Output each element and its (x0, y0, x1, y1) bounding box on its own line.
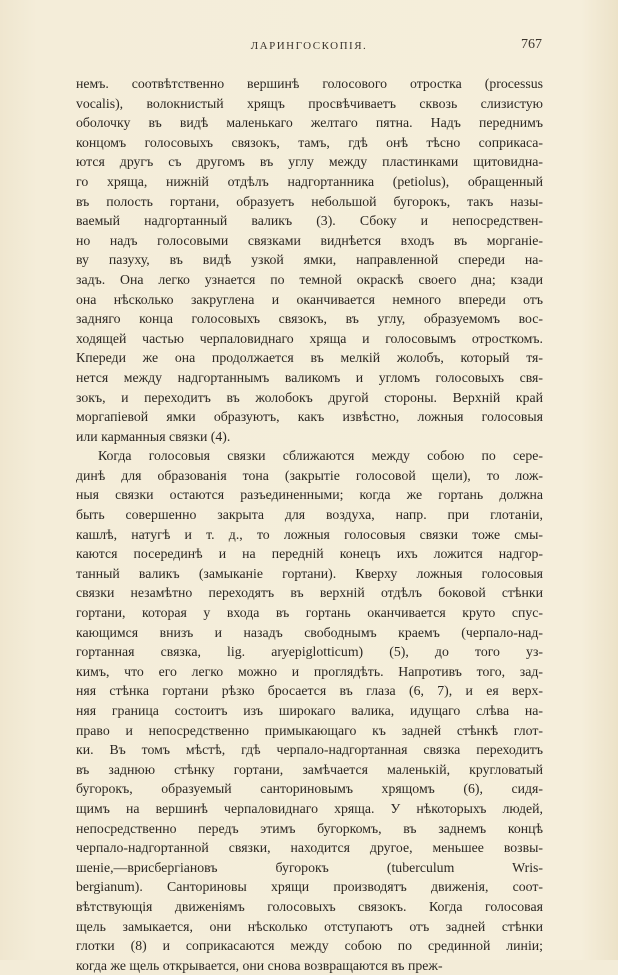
text-line: кимъ, что его легко можно и проглядѣть. Напротивъ того, зад- (76, 663, 543, 679)
text-line: нется между надгортаннымъ валикомъ и угломъ голосовыхъ свя- (76, 369, 543, 385)
text-line: Кпереди же она продолжается въ мелкій жолобъ, который тя- (76, 350, 543, 366)
page-number: 767 (521, 37, 542, 52)
text-line: ныя связки остаются разъединенными; когда же гортань должна (76, 487, 543, 503)
text-line: танный валикъ (замыканіе гортани). Кверху ложныя голосовыя (76, 565, 543, 581)
text-line: связки незамѣтно переходятъ въ верхній отдѣлъ боковой стѣнки (76, 585, 543, 601)
text-line: задняго конца голосовыхъ связокъ, въ углу, образуемомъ вос- (76, 311, 543, 327)
text-line: быть совершенно закрыта для воздуха, напр. при глотаніи, (76, 507, 543, 523)
text-line: но надъ голосовыми связками виднѣется входъ въ морганіе- (76, 232, 543, 248)
text-line: моргапіевой ямки образуютъ, какъ извѣстно, ложныя голосовыя (76, 409, 543, 425)
text-line: глотки (8) и соприкасаются между собою по срединной линіи; (76, 938, 543, 954)
body-text (76, 74, 543, 975)
text-line: каются посерединѣ и на передній конецъ ихъ ложится надгор- (76, 546, 543, 562)
text-line: гортани, которая у входа въ гортань оканчивается круто спус- (76, 605, 543, 621)
text-line: черпало-надгортанной связки, находится другое, меньшее возвы- (76, 840, 543, 856)
text-line: въ заднюю стѣнку гортани, замѣчается маленькій, кругловатый (76, 761, 543, 777)
text-line: вѣтствующія движеніямъ голосовыхъ связокъ. Когда голосовая (76, 898, 543, 914)
running-title: ЛАРИНГОСКОПІЯ. (250, 40, 368, 52)
text-line: бугорокъ, образуемый санториновымъ хрящомъ (6), сидя- (76, 781, 543, 797)
text-line: няя граница состоитъ изъ широкаго валика, идущаго слѣва на- (76, 703, 543, 718)
text-line: щимъ на вершинѣ черпаловиднаго хряща. У нѣкоторыхъ людей, (76, 800, 543, 816)
text-line: ваемый надгортанный валикъ (3). Сбоку и непосредствен- (76, 213, 543, 229)
text-line: когда же щель открывается, они снова возвращаются въ преж- (76, 957, 443, 973)
text-line: bergianum). Санториновы хрящи производятъ движенія, соот- (76, 879, 543, 895)
paragraph-1 (76, 74, 543, 446)
text-line: динѣ для образованія тона (закрытіе голосовой щели), то лож- (76, 467, 543, 483)
text-line: немъ. соотвѣтственно вершинѣ голосового отростка (processus (76, 76, 543, 91)
text-line: непосредственно передъ этимъ бугоркомъ, въ заднемъ концѣ (76, 820, 543, 836)
text-line: въ полость гортани, образуетъ небольшой бугорокъ, такъ назы- (76, 193, 543, 209)
text-line: vocalis), волокнистый хрящъ просвѣчиваетъ сквозь слизистую (76, 95, 543, 111)
text-line: го хряща, нижній отдѣлъ надгортанника (petiolus), обращенный (76, 173, 543, 189)
text-line: право и непосредственно примыкающаго къ задней стѣнкѣ глот- (76, 722, 543, 738)
text-line: кающимся внизъ и назадъ свободнымъ краемъ (черпало-над- (76, 624, 543, 640)
text-line: щель замыкается, они нѣсколько отступаютъ отъ задней стѣнки (76, 918, 543, 934)
text-line: ки. Въ томъ мѣстѣ, гдѣ черпало-надгортанная связка переходитъ (76, 742, 543, 758)
text-line: она нѣсколько закруглена и оканчивается немного впереди отъ (76, 291, 543, 307)
text-line: зокъ, и переходитъ въ жолобокъ другой стороны. Верхній край (76, 389, 543, 405)
text-line: ются другъ съ другомъ въ углу между пластинками щитовидна- (76, 154, 543, 170)
text-line: оболочку въ видѣ маленькаго желтаго пятна. Надъ переднимъ (76, 115, 543, 131)
text-line: Когда голосовыя связки сближаются между собою по сере- (98, 448, 543, 464)
running-head (0, 37, 618, 56)
text-line: ходящей частью черпаловиднаго хряща и голосовымъ отросткомъ. (76, 330, 543, 346)
text-line: кашлѣ, натугѣ и т. д., то ложныя голосовыя связки тоже смы- (76, 526, 543, 542)
paragraph-2 (76, 446, 543, 975)
text-line: шеніе,—врисбергіановъ бугорокъ (tuberculum Wris- (76, 859, 543, 875)
text-line: задъ. Она легко узнается по темной окраскѣ своего дна; кзади (76, 271, 543, 287)
text-line: ву пазуху, въ видѣ узкой ямки, направленной спереди на- (76, 252, 543, 268)
text-line: гортанная связка, lig. aryepiglotticum) (5), до того уз- (76, 644, 543, 660)
text-line: или карманныя связки (4). (76, 428, 231, 444)
text-line: концомъ голосовыхъ связокъ, тамъ, гдѣ онѣ тѣсно соприкаса- (76, 134, 543, 150)
text-line: няя стѣнка гортани рѣзко бросается въ глаза (6, 7), и ея верх- (76, 683, 543, 699)
